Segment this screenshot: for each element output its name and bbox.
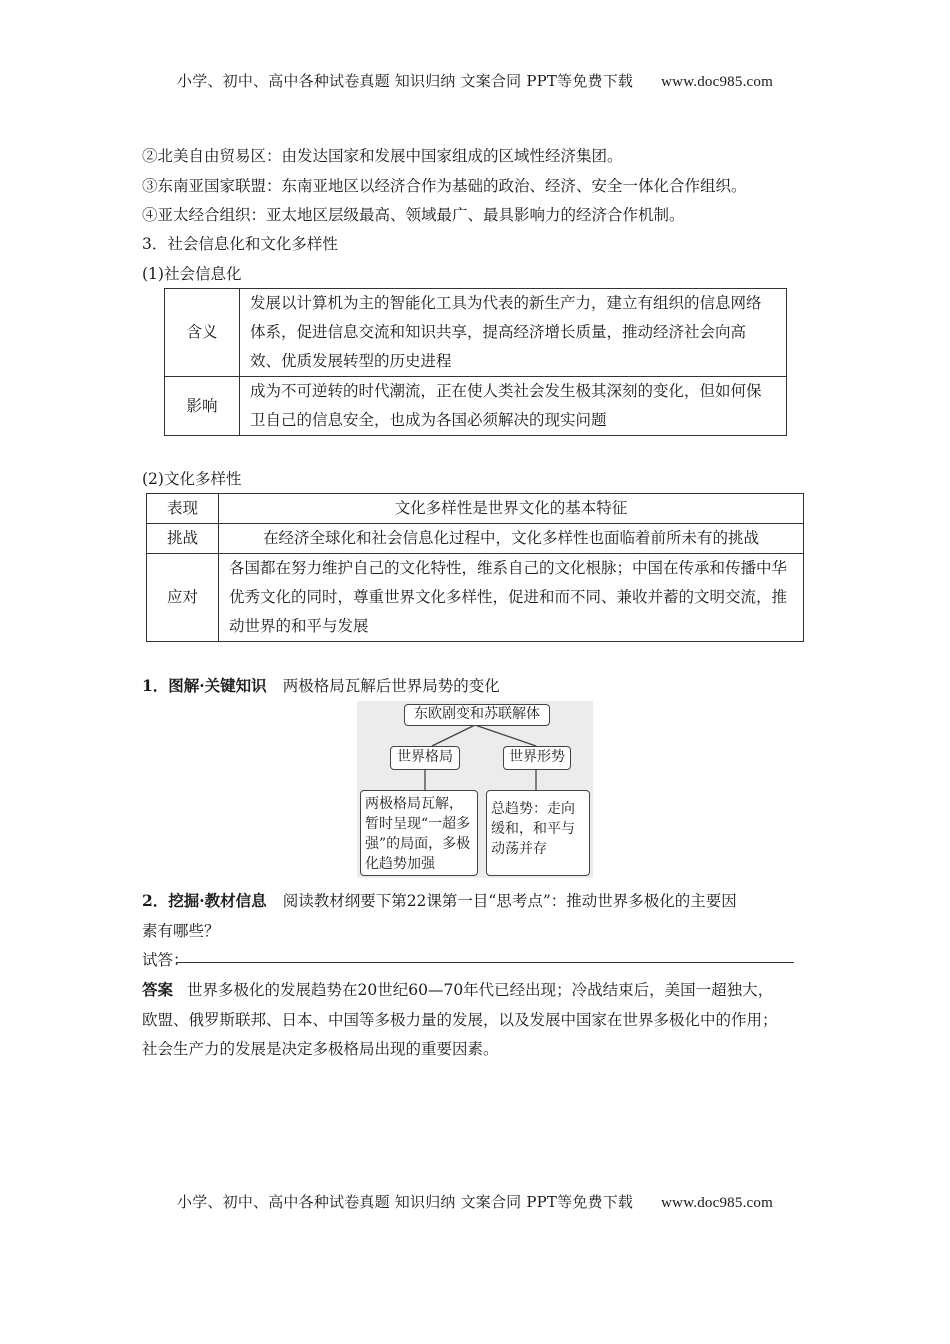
answer-line-3: 社会生产力的发展是决定多极格局出现的重要因素。 (142, 1040, 499, 1058)
answer-line-2: 欧盟、俄罗斯联邦、日本、中国等多极力量的发展，以及发展中国家在世界多极化中的作用； (142, 1011, 778, 1029)
table-label: 影响 (165, 377, 240, 436)
diagram-root-node: 东欧剧变和苏联解体 (404, 704, 550, 726)
item-2-text-line-2: 素有哪些？ (142, 922, 220, 940)
table-cell: 各国都在努力维护自己的文化特性，维系自己的文化根脉；中国在传承和传播中华优秀文化的同时，尊重世界文化多样性，促进和而不同、兼收并蓄的文明交流，推动世界的和平与发展 (219, 554, 804, 642)
page-footer (0, 1191, 950, 1212)
header-text: 小学、初中、高中各种试卷真题 知识归纳 文案合同 PPT等免费下载 (177, 72, 634, 90)
table-cell: 发展以计算机为主的智能化工具为代表的新生产力，建立有组织的信息网络体系，促进信息交流和知识共享，提高经济增长质量，推动经济社会向高效、优质发展转型的历史进程 (240, 289, 787, 377)
world-situation-diagram (357, 701, 593, 878)
intro-line-1: ②北美自由贸易区：由发达国家和发展中国家组成的区域性经济集团。 (142, 147, 623, 165)
subsection-2-title: (2)文化多样性 (142, 470, 242, 488)
answer-label: 答案 (142, 980, 174, 999)
table-label: 含义 (165, 289, 240, 377)
footer-url[interactable]: www.doc985.com (661, 1195, 773, 1211)
diagram-left-node: 世界格局 (390, 746, 460, 770)
table-row (147, 554, 804, 642)
diagram-right-detail: 总趋势：走向缓和，和平与动荡并存 (486, 790, 590, 876)
item-2-text-line-1: 阅读教材纲要下第22课第一目“思考点”：推动世界多极化的主要因 (282, 892, 737, 910)
table-label: 表现 (147, 494, 219, 524)
info-society-table (164, 288, 787, 436)
subsection-1-title: (1)社会信息化 (142, 265, 242, 283)
table-label: 应对 (147, 554, 219, 642)
answer-text-1: 世界多极化的发展趋势在20世纪60—70年代已经出现；冷战结束后，美国一超独大， (187, 981, 774, 999)
try-answer-label: 试答： (142, 951, 189, 969)
table-row (165, 377, 787, 436)
table-row (147, 494, 804, 524)
intro-line-3: ④亚太经合组织：亚太地区层级最高、领域最广、最具影响力的经济合作机制。 (142, 206, 685, 224)
cultural-diversity-table (146, 493, 804, 642)
table-cell: 在经济全球化和社会信息化过程中，文化多样性也面临着前所未有的挑战 (219, 524, 804, 554)
diagram-left-detail: 两极格局瓦解，暂时呈现“一超多强”的局面，多极化趋势加强 (360, 790, 478, 876)
table-row (165, 289, 787, 377)
page-header (0, 70, 950, 91)
table-label: 挑战 (147, 524, 219, 554)
item-2-label: 2．挖掘·教材信息 (142, 891, 267, 910)
intro-line-2: ③东南亚国家联盟：东南亚地区以经济合作为基础的政治、经济、安全一体化合作组织。 (142, 177, 747, 195)
section-3-title: 3．社会信息化和文化多样性 (142, 235, 338, 253)
footer-text: 小学、初中、高中各种试卷真题 知识归纳 文案合同 PPT等免费下载 (177, 1193, 634, 1211)
table-row (147, 524, 804, 554)
table-cell: 成为不可逆转的时代潮流，正在使人类社会发生极其深刻的变化，但如何保卫自己的信息安全，也成为各国必须解决的现实问题 (240, 377, 787, 436)
item-1-label: 1．图解·关键知识 (142, 676, 267, 695)
answer-input-line[interactable] (176, 962, 794, 963)
header-url[interactable]: www.doc985.com (661, 74, 773, 90)
diagram-right-node: 世界形势 (503, 746, 571, 770)
item-1 (142, 674, 500, 696)
item-1-title: 两极格局瓦解后世界局势的变化 (282, 677, 500, 695)
item-2 (142, 889, 737, 911)
answer-line-1 (142, 978, 773, 1000)
table-cell: 文化多样性是世界文化的基本特征 (219, 494, 804, 524)
